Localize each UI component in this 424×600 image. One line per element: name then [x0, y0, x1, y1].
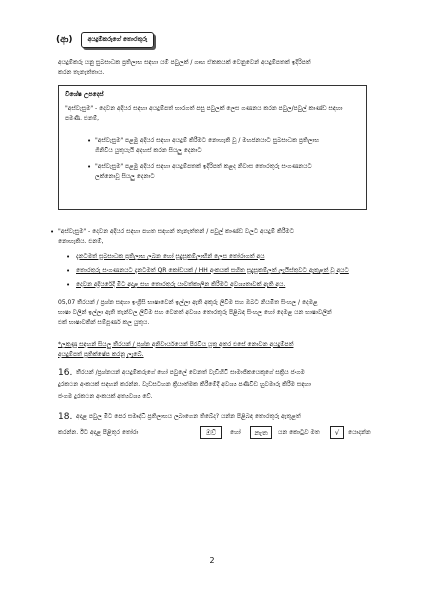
section-16-line-1: තීරයන් /ප්‍රශ්නයන් අයදුම්කරුගේ හෝ පවුලේ වෙනත් වැඩිහිටි සාමාජිකයෙකුගේ සක්‍රිය ජංගම — [76, 369, 305, 376]
answer-yes-box: ඔව් — [200, 426, 222, 439]
answer-no-box: නැත — [250, 426, 272, 439]
section-18-line-2-prefix: කරන්න. ඊට අදාළ පිළිතුර තෝරා — [58, 429, 139, 436]
notice-bullet-1-line-1: "අස්වැසුම" පළමු අදියර සඳහා අයදුම් කිරීමට නොහැකි වූ / මහජනයාට සුබසාධක ප්‍රතිලාභ — [95, 137, 320, 144]
intro-line-1: අයදුම්කරු යනු සුබසාධක ප්‍රතිලාභ සඳහා යම් පවුලක් / ගෘහ ඒකකයක් වෙනුවෙන් අයදුම්පතක් ඉදිරිපත් — [58, 59, 311, 66]
section-c-line-1: *ලකුණු සඳහන් සියලු තීරයන් / ප්‍රශ්න අනිවාර්යයෙන් පිරවිය යුතු අතර එසේ නොවන අයදුම්පත් — [58, 341, 294, 348]
section-b-line-1: 05,07 තීරයන් / ප්‍රශ්න සඳහා ඉංග්‍රීසි භාෂාවෙන් ඉල්ලා ඇති අකුරු ලිවීම සහ ඔබට නියමිත සිංහල / දෙමළ — [58, 299, 318, 306]
notice-line-2: පමණි. එනම්, — [65, 115, 100, 122]
section-b-line-3: එක් භාෂාවකින් සම්පූර්ණ කල යුතුය. — [58, 319, 150, 326]
section-header — [56, 30, 154, 50]
tick-box: √ — [330, 426, 344, 439]
section-16-line-3: ජංගම දුරකථන අංකයක් අත්‍යවශ්‍ය වේ. — [58, 393, 153, 400]
section-a-bullet-2: තොරතුරු සංගණනයට දැනටමත් QR කෝඩයක් / HH අංකයක් සහිත සුදුසුකම්ලත් ලැයිස්තුවට ඇතුළත් වූ අයට — [76, 267, 349, 274]
section-tag: (ආ) — [56, 35, 73, 45]
page-number: 2 — [209, 556, 215, 565]
bullet-icon: • — [50, 228, 55, 236]
intro-line-2: කරන තැනැත්තාය. — [58, 69, 105, 76]
section-c-line-2: අයදුම්පත් ප්‍රතික්ෂේප කරනු ලැබේ. — [58, 351, 144, 358]
section-18-line-2-suffix: යන කොටුව මත — [278, 429, 320, 436]
notice-bullet-2-line-2: ලක්නොවූ සියලු දෙනාට — [95, 173, 155, 180]
special-notice-box — [58, 85, 367, 210]
section-16-line-2: දුරකථන අංකයක් සඳහන් කරන්න. වැඩසටහන ක්‍රියාත්මක කිරීමේදී අවශ්‍ය පණිවිඩ හුවමාරු කිරීම සඳහා — [58, 381, 311, 388]
bullet-icon: • — [66, 253, 71, 261]
section-18-line-2-end: යොදන්න — [348, 429, 371, 436]
item-number-16: 16. — [58, 368, 73, 378]
item-number-18: 18. — [58, 412, 73, 422]
section-a-line-2: නොහැකිය. එනම්, — [58, 238, 104, 245]
notice-bullet-1-line-2: ගිනිවීය යුතුයැයි අදහස් කරන සියලු දෙනාට — [95, 147, 202, 154]
section-a-bullet-3: දෙවන අදියරේදී මීට අදාළ සහ තොරතුරු යාවත්කාලීන කිරීමට අවශ්‍යතාවක් ඇති අය. — [76, 281, 286, 288]
section-a-line-1: "අස්වැසුම" - දෙවන අදියර සඳහා පහත සඳහන් තැනැත්තන් / පවුල් කාණ්ඩ වලට අයදුම් කිරීමට — [58, 228, 295, 235]
section-b-line-2: භාෂා වලින් ඉල්ලා ඇති තැන්වල ලිවීම සහ වෙනත් අවශ්‍ය තොරතුරු පිළිබඳ සිංහල හෝ දෙමළ යන භාෂාවලින් — [58, 309, 332, 316]
bullet-icon: • — [66, 267, 71, 275]
section-a-bullet-1: දැනටමත් සුබසාධක ප්‍රතිලාභ ලබන හෝ සුදුසුකම්ලාභීන් ලෙස තෝරාගත් අය — [76, 253, 265, 260]
bullet-icon: • — [66, 281, 71, 289]
bullet-icon: • — [87, 137, 92, 145]
bullet-icon: • — [87, 163, 92, 171]
notice-bullet-2-line-1: "අස්වැසුම" පළමු අදියර සඳහා අයදුම්පතක් ඉදිරිපත් කළද නිවාස තොරතුරු සංගණනයට — [95, 163, 312, 170]
notice-title: විශේෂ උපදෙස් — [65, 91, 104, 98]
section-title-box: අයදුම්කරුගේ තොරතුරු — [81, 32, 155, 48]
notice-line-1: "අස්වැසුම" - දෙවන අදියර සඳහා අයදුම්පත් භාරගත් පසු පවුලක් ලෙස ගණනය කරන පවුල/පවුල් කාණ්ඩ සඳහා — [65, 105, 343, 112]
section-18-line-1: අදාළ පවුල මීට පෙර සමෘද්ධි ප්‍රතිලාභය ලබාගෙන තිබේද? යන්න පිළිබඳ තොරතුරු ඇතුළත් — [76, 413, 301, 420]
or-text: හෝ — [230, 429, 241, 436]
